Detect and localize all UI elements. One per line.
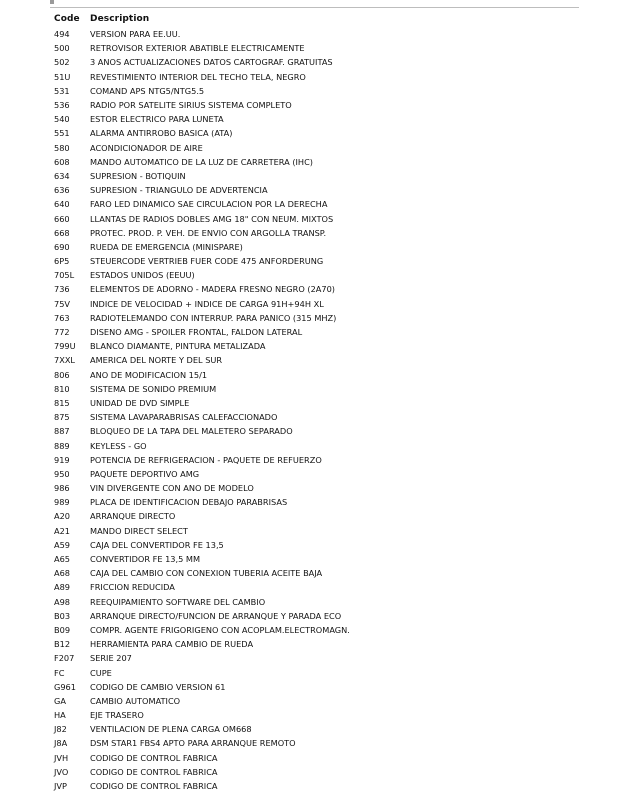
table-row [54,722,574,736]
table-row [54,609,574,623]
table-row [54,396,574,410]
table-row [54,438,574,452]
option-description: BLANCO DIAMANTE, PINTURA METALIZADA [90,341,266,352]
option-description: COMPR. AGENTE FRIGORIGENO CON ACOPLAM.ELECTROMAGN. [90,624,350,635]
table-row [54,665,574,679]
option-description: SUPRESION - TRIANGULO DE ADVERTENCIA [90,185,268,196]
option-code: A89 [54,582,71,593]
option-code: 889 [54,440,70,451]
table-row [54,282,574,296]
option-code: GA [54,695,66,706]
option-code: 636 [54,185,70,196]
table-row [54,708,574,722]
table-row [54,382,574,396]
option-code: 989 [54,497,70,508]
table-row [54,268,574,282]
table-row [54,694,574,708]
table-row [54,353,574,367]
top-mark [50,0,54,4]
table-row [54,595,574,609]
option-description: COMAND APS NTG5/NTG5.5 [90,85,205,96]
option-code: J8A [54,738,68,749]
option-description: REEQUIPAMIENTO SOFTWARE DEL CAMBIO [90,596,266,607]
option-code: 887 [54,426,70,437]
table-row [54,254,574,268]
option-description: DISENO AMG - SPOILER FRONTAL, FALDON LATERAL [90,327,303,338]
option-description: ESTOR ELECTRICO PARA LUNETA [90,114,224,125]
table-row [54,424,574,438]
option-description: CONVERTIDOR FE 13,5 MM [90,554,201,565]
table-row [54,155,574,169]
option-code: G961 [54,681,76,692]
option-code: JVH [54,752,69,763]
option-code: 875 [54,412,70,423]
table-row [54,98,574,112]
option-code: 806 [54,369,70,380]
option-description: BLOQUEO DE LA TAPA DEL MALETERO SEPARADO [90,426,293,437]
option-description: SUPRESION - BOTIQUIN [90,170,186,181]
table-row [54,240,574,254]
table-row [54,70,574,84]
table-row [54,509,574,523]
option-description: PAQUETE DEPORTIVO AMG [90,468,200,479]
option-code: 736 [54,284,70,295]
option-description: 3 ANOS ACTUALIZACIONES DATOS CARTOGRAF. GRATUITAS [90,57,333,68]
table-row [54,481,574,495]
option-description: PLACA DE IDENTIFICACION DEBAJO PARABRISAS [90,497,288,508]
option-description: ELEMENTOS DE ADORNO - MADERA FRESNO NEGRO (2A70) [90,284,336,295]
table-row [54,368,574,382]
option-description: ARRANQUE DIRECTO [90,511,176,522]
option-code: A98 [54,596,71,607]
table-row [54,566,574,580]
option-description: CODIGO DE CAMBIO VERSION 61 [90,681,226,692]
option-code: 7XXL [54,355,75,366]
option-description: CODIGO DE CONTROL FABRICA [90,752,218,763]
option-code: 540 [54,114,70,125]
option-code: 772 [54,327,70,338]
table-row [54,651,574,665]
option-code: 810 [54,383,70,394]
option-code: 531 [54,85,70,96]
option-code: B09 [54,624,71,635]
option-description: ALARMA ANTIRROBO BASICA (ATA) [90,128,233,139]
option-code: 634 [54,170,70,181]
option-code: 6P5 [54,256,70,267]
option-description: SERIE 207 [90,653,132,664]
option-description: CAJA DEL CAMBIO CON CONEXION TUBERIA ACEITE BAJA [90,568,323,579]
table-header [54,11,574,27]
option-description: EJE TRASERO [90,710,144,721]
option-description: ACONDICIONADOR DE AIRE [90,142,203,153]
table-body [54,27,574,793]
option-code: FC [54,667,65,678]
option-description: PROTEC. PROD. P. VEH. DE ENVIO CON ARGOLLA TRANSP. [90,227,327,238]
option-code: 640 [54,199,70,210]
option-description: KEYLESS - GO [90,440,147,451]
table-row [54,311,574,325]
option-code-table [54,11,574,793]
option-code: A65 [54,554,71,565]
option-code: B03 [54,610,71,621]
option-code: A68 [54,568,71,579]
option-code: A21 [54,525,71,536]
option-description: UNIDAD DE DVD SIMPLE [90,397,190,408]
table-row [54,524,574,538]
option-description: RETROVISOR EXTERIOR ABATIBLE ELECTRICAMENTE [90,43,305,54]
code-column-header: Code [54,14,80,24]
option-description: FARO LED DINAMICO SAE CIRCULACION POR LA DERECHA [90,199,328,210]
option-description: REVESTIMIENTO INTERIOR DEL TECHO TELA, NEGRO [90,71,306,82]
option-description: LLANTAS DE RADIOS DOBLES AMG 18" CON NEUM. MIXTOS [90,213,334,224]
table-row [54,226,574,240]
option-description: RADIO POR SATELITE SIRIUS SISTEMA COMPLETO [90,100,292,111]
table-row [54,495,574,509]
option-description: DSM STAR1 FBS4 APTO PARA ARRANQUE REMOTO [90,738,296,749]
option-code: 51U [54,71,71,82]
option-description: ARRANQUE DIRECTO/FUNCION DE ARRANQUE Y PARADA ECO [90,610,342,621]
top-divider [50,7,579,8]
table-row [54,680,574,694]
table-row [54,141,574,155]
option-description: ESTADOS UNIDOS (EEUU) [90,270,195,281]
option-code: 763 [54,312,70,323]
option-code: B12 [54,639,71,650]
option-code: 919 [54,454,70,465]
option-code: 799U [54,341,76,352]
option-description: INDICE DE VELOCIDAD + INDICE DE CARGA 91H+94H XL [90,298,324,309]
option-description: VIN DIVERGENTE CON ANO DE MODELO [90,483,254,494]
option-description: POTENCIA DE REFRIGERACION - PAQUETE DE REFUERZO [90,454,322,465]
table-row [54,736,574,750]
table-row [54,169,574,183]
option-description: SISTEMA LAVAPARABRISAS CALEFACCIONADO [90,412,278,423]
option-description: CUPE [90,667,112,678]
option-code: JVO [54,766,69,777]
option-description: CAMBIO AUTOMATICO [90,695,181,706]
table-row [54,467,574,481]
option-description: CODIGO DE CONTROL FABRICA [90,781,218,792]
table-row [54,623,574,637]
option-description: ANO DE MODIFICACION 15/1 [90,369,208,380]
option-code: J82 [54,724,67,735]
option-code: 705L [54,270,75,281]
table-row [54,27,574,41]
table-row [54,84,574,98]
option-code: 502 [54,57,70,68]
option-description: RADIOTELEMANDO CON INTERRUP. PARA PANICO (315 MHZ) [90,312,337,323]
table-row [54,183,574,197]
table-row [54,751,574,765]
option-description: SISTEMA DE SONIDO PREMIUM [90,383,217,394]
option-code: 580 [54,142,70,153]
option-code: 660 [54,213,70,224]
option-code: 494 [54,29,70,40]
description-column-header: Description [90,14,150,24]
table-row [54,765,574,779]
option-code: HA [54,710,66,721]
option-code: 75V [54,298,71,309]
table-row [54,112,574,126]
option-code: 690 [54,241,70,252]
option-code: 500 [54,43,70,54]
table-row [54,126,574,140]
option-description: HERRAMIENTA PARA CAMBIO DE RUEDA [90,639,254,650]
option-code: A59 [54,539,71,550]
option-code: JVP [54,781,67,792]
table-row [54,325,574,339]
option-code: F207 [54,653,75,664]
table-row [54,538,574,552]
option-description: MANDO DIRECT SELECT [90,525,188,536]
option-code: 950 [54,468,70,479]
table-row [54,211,574,225]
option-code: A20 [54,511,71,522]
table-row [54,197,574,211]
table-row [54,297,574,311]
option-code: 986 [54,483,70,494]
option-description: VERSION PARA EE.UU. [90,29,181,40]
option-description: MANDO AUTOMATICO DE LA LUZ DE CARRETERA (IHC) [90,156,313,167]
option-code: 551 [54,128,70,139]
table-row [54,41,574,55]
table-row [54,55,574,69]
table-row [54,552,574,566]
option-description: VENTILACION DE PLENA CARGA OM668 [90,724,252,735]
option-code: 815 [54,397,70,408]
option-code: 536 [54,100,70,111]
table-row [54,779,574,793]
option-description: RUEDA DE EMERGENCIA (MINISPARE) [90,241,243,252]
table-row [54,637,574,651]
option-description: CODIGO DE CONTROL FABRICA [90,766,218,777]
option-description: AMERICA DEL NORTE Y DEL SUR [90,355,223,366]
option-code: 608 [54,156,70,167]
table-row [54,453,574,467]
option-description: CAJA DEL CONVERTIDOR FE 13,5 [90,539,224,550]
table-row [54,410,574,424]
table-row [54,580,574,594]
option-code: 668 [54,227,70,238]
option-description: STEUERCODE VERTRIEB FUER CODE 475 ANFORDERUNG [90,256,324,267]
table-row [54,339,574,353]
option-description: FRICCION REDUCIDA [90,582,175,593]
